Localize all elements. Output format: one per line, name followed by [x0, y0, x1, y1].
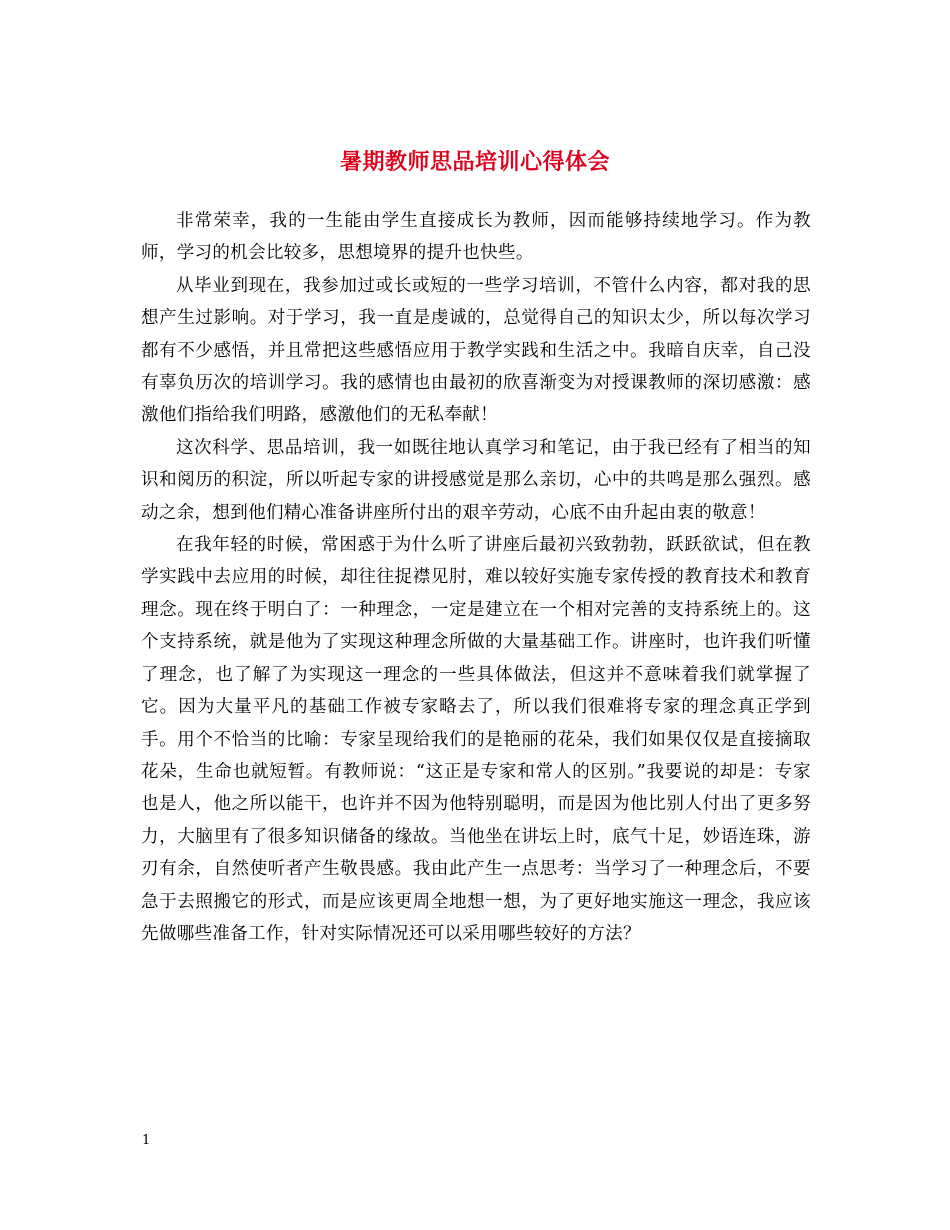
page-number: 1 — [142, 1133, 151, 1148]
paragraph-3: 这次科学、思品培训，我一如既往地认真学习和笔记，由于我已经有了相当的知识和阅历的积淀，所以听起专家的讲授感觉是那么亲切，心中的共鸣是那么强烈。感动之余，想到他们精心准备讲座所付出的艰辛劳动，心底不由升起由衷的敬意！ — [141, 437, 811, 523]
document-body — [141, 205, 811, 950]
paragraph-2: 从毕业到现在，我参加过或长或短的一些学习培训，不管什么内容，都对我的思想产生过影响。对于学习，我一直是虔诚的，总觉得自己的知识太少，所以每次学习都有不少感悟，并且常把这些感悟应用于教学实践和生活之中。我暗自庆幸，自己没有辜负历次的培训学习。我的感情也由最初的欣喜渐变为对授课教师的深切感激：感激他们指给我们明路，感激他们的无私奉献！ — [141, 275, 811, 426]
paragraph-1: 非常荣幸，我的一生能由学生直接成长为教师，因而能够持续地学习。作为教师，学习的机会比较多，思想境界的提升也快些。 — [141, 211, 811, 264]
paragraph-4: 在我年轻的时候，常困惑于为什么听了讲座后最初兴致勃勃，跃跃欲试，但在教学实践中去应用的时候，却往往捉襟见肘，难以较好实施专家传授的教育技术和教育理念。现在终于明白了：一种理念，一定是建立在一个相对完善的支持系统上的。这个支持系统，就是他为了实现这种理念所做的大量基础工作。讲座时，也许我们听懂了理念，也了解了为实现这一理念的一些具体做法，但这并不意味着我们就掌握了它。因为大量平凡的基础工作被专家略去了，所以我们很难将专家的理念真正学到手。用个不恰当的比喻：专家呈现给我们的是艳丽的花朵，我们如果仅仅是直接摘取花朵，生命也就短暂。有教师说：“这正是专家和常人的区别。”我要说的却是：专家也是人，他之所以能干，也许并不因为他特别聪明，而是因为他比别人付出了更多努力，大脑里有了很多知识储备的缘故。当他坐在讲坛上时，底气十足，妙语连珠，游刃有余，自然使听者产生敬畏感。我由此产生一点思考：当学习了一种理念后，不要急于去照搬它的形式，而是应该更周全地想一想，为了更好地实施这一理念，我应该先做哪些准备工作，针对实际情况还可以采用哪些较好的方法？ — [141, 535, 811, 944]
document-title: 暑期教师思品培训心得体会 — [339, 148, 610, 175]
